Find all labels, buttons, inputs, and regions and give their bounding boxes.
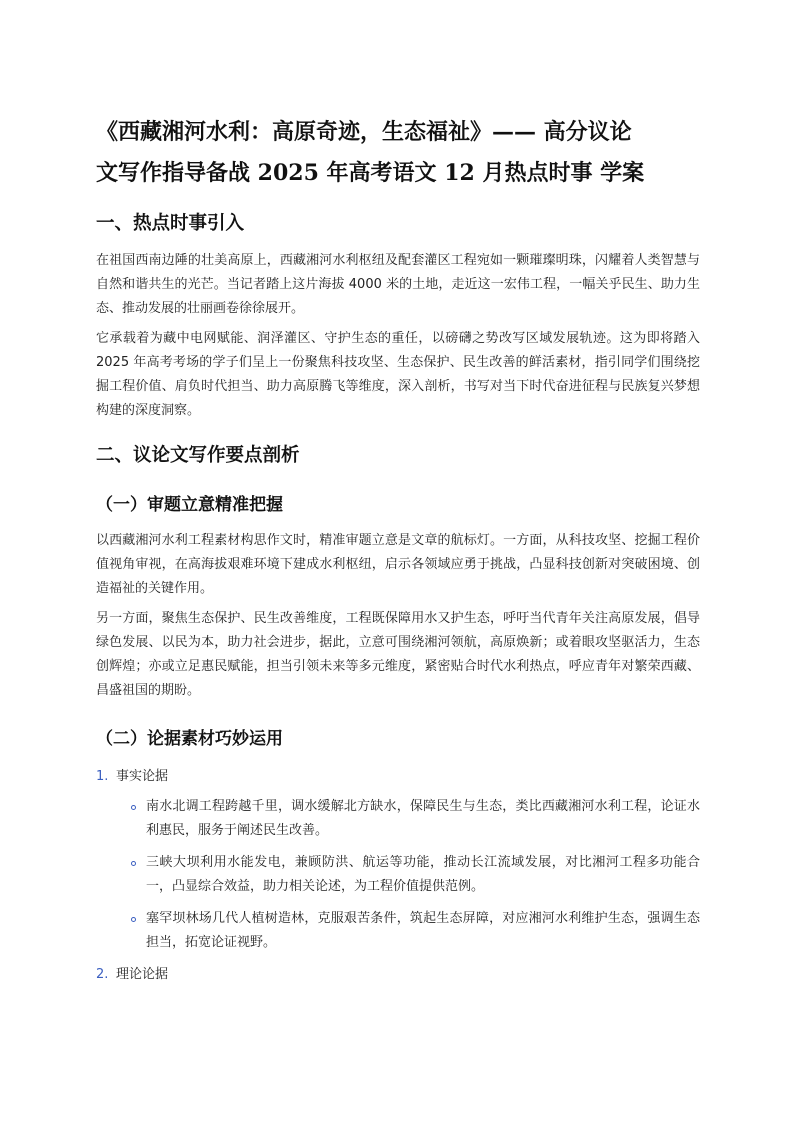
title-line-2: 文写作指导备战 2025 年高考语文 12 月热点时事 学案 (96, 160, 645, 186)
list-item (106, 907, 700, 955)
evidence-list (96, 765, 700, 987)
bullet-circle-icon (131, 805, 136, 810)
bullet-text: 三峡大坝利用水能发电，兼顾防洪、航运等功能，推动长江流域发展，对比湘河工程多功能合一，凸显综合效益，助力相关论述，为工程价值提供范例。 (146, 855, 700, 894)
section-heading-writing-analysis: 二、议论文写作要点剖析 (96, 445, 300, 466)
subsection-heading-evidence-usage: （二）论据素材巧妙运用 (96, 729, 283, 749)
bullet-circle-icon (131, 861, 136, 866)
paragraph: 以西藏湘河水利工程素材构思作文时，精准审题立意是文章的航标灯。一方面，从科技攻坚、挖掘工程价值视角审视，在高海拔艰难环境下建成水利枢纽，启示各领域应勇于挑战，凸显科技创新对突破困境、创造福祉的关键作用。 (96, 533, 700, 596)
list-item (96, 963, 700, 987)
bullet-text: 南水北调工程跨越千里，调水缓解北方缺水，保障民生与生态，类比西藏湘河水利工程，论证水利惠民，服务于阐述民生改善。 (146, 799, 700, 838)
subsection-heading-topic-analysis: （一）审题立意精准把握 (96, 495, 283, 515)
document-title (96, 112, 700, 194)
list-item-label: 理论论据 (116, 967, 169, 982)
title-line-1: 《西藏湘河水利：高原奇迹，生态福祉》—— 高分议论 (96, 119, 632, 145)
list-item (106, 795, 700, 843)
list-item (106, 851, 700, 899)
document-page (96, 112, 700, 987)
list-item (96, 765, 700, 955)
paragraph: 在祖国西南边陲的壮美高原上，西藏湘河水利枢纽及配套灌区工程宛如一颗璀璨明珠，闪耀着人类智慧与自然和谐共生的光芒。当记者踏上这片海拔 4000 米的土地，走近这一宏伟工程，一幅关乎民生、助力生态、推动发展的壮丽画卷徐徐展开。 (96, 253, 700, 316)
list-number: 2. (96, 967, 109, 982)
list-item-label: 事实论据 (116, 769, 169, 784)
paragraph: 它承载着为藏中电网赋能、润泽灌区、守护生态的重任，以磅礴之势改写区域发展轨迹。这为即将踏入 2025 年高考考场的学子们呈上一份聚焦科技攻坚、生态保护、民生改善的鲜活素材，指引同学们围绕挖掘工程价值、肩负时代担当、助力高原腾飞等维度，深入剖析，书写对当下时代奋进征程与民族复兴梦想构建的深度洞察。 (96, 331, 700, 418)
paragraph: 另一方面，聚焦生态保护、民生改善维度，工程既保障用水又护生态，呼吁当代青年关注高原发展，倡导绿色发展、以民为本，助力社会进步，据此，立意可围绕湘河领航，高原焕新；或着眼攻坚驱活力，生态创辉煌；亦或立足惠民赋能，担当引领未来等多元维度，紧密贴合时代水利热点，呼应青年对繁荣西藏、昌盛祖国的期盼。 (96, 611, 700, 698)
list-number: 1. (96, 769, 109, 784)
sub-bullet-list (106, 795, 700, 955)
bullet-circle-icon (131, 917, 136, 922)
bullet-text: 塞罕坝林场几代人植树造林，克服艰苦条件，筑起生态屏障，对应湘河水利维护生态，强调生态担当，拓宽论证视野。 (146, 911, 700, 950)
section-heading-hot-topic: 一、热点时事引入 (96, 213, 245, 234)
